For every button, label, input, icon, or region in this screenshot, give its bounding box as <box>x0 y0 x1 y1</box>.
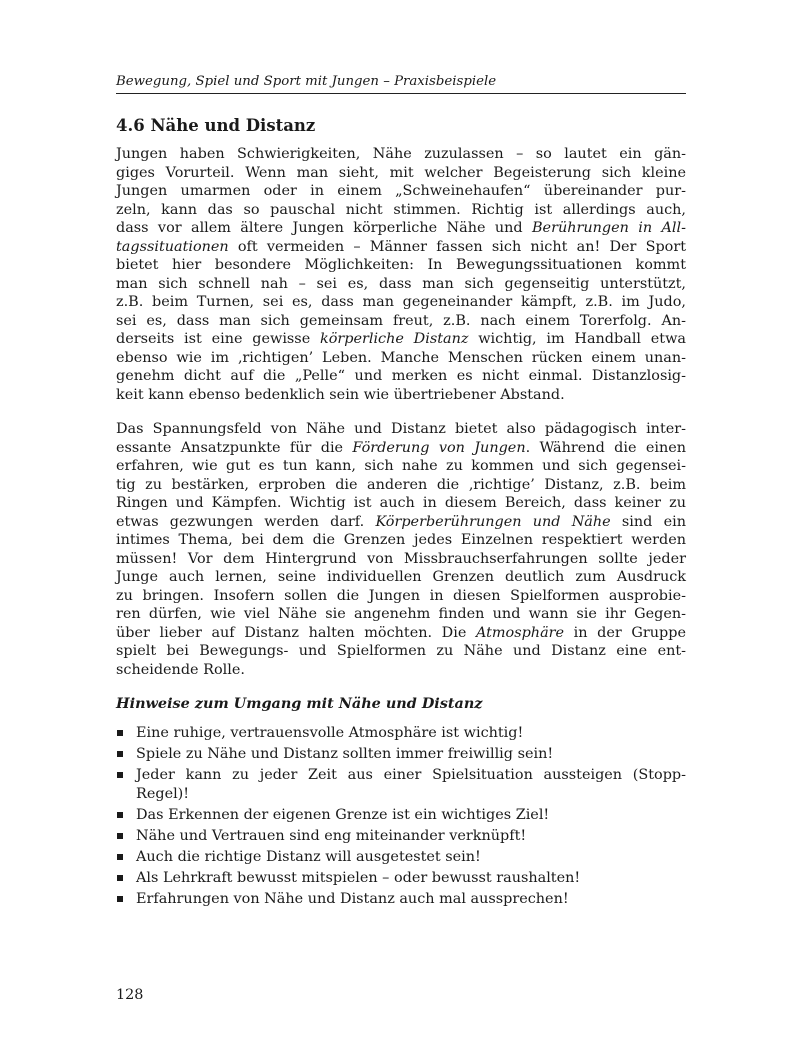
hints-list <box>116 724 686 911</box>
emphasis: Atmosphäre <box>475 624 565 641</box>
text-line: intimes Thema, bei dem die Grenzen jedes Einzelnen respektiert werden <box>116 532 686 548</box>
text-line: man sich schnell nah – sei es, dass man sich gegenseitig unterstützt, <box>116 275 686 292</box>
text-line: Ringen und Kämpfen. Wichtig ist auch in diesem Bereich, dass keiner zu <box>116 495 686 511</box>
text-line: etwas gezwungen werden darf. Körperberührungen und Nähe sind ein <box>116 513 686 530</box>
list-item: Auch die richtige Distanz will ausgetestet sein! <box>116 848 686 867</box>
list-item: Eine ruhige, vertrauensvolle Atmosphäre ist wichtig! <box>116 724 686 743</box>
list-item: Erfahrungen von Nähe und Distanz auch mal aussprechen! <box>116 890 686 909</box>
square-bullet-icon <box>117 896 123 902</box>
square-bullet-icon <box>117 812 123 818</box>
page-number: 128 <box>116 987 144 1003</box>
text-line: ren dürfen, wie viel Nähe sie angenehm finden und wann sie ihr Gegen- <box>116 606 686 622</box>
text-line: Jungen umarmen oder in einem „Schweinehaufen“ übereinander pur- <box>116 183 686 199</box>
text-line: spielt bei Bewegungs- und Spielformen zu Nähe und Distanz eine ent- <box>116 643 686 659</box>
running-head: Bewegung, Spiel und Sport mit Jungen – Praxisbeispiele <box>116 73 686 94</box>
text-line: giges Vorurteil. Wenn man sieht, mit welcher Begeisterung sich kleine <box>116 164 686 181</box>
text-line: derseits ist eine gewisse körperliche Distanz wichtig, im Handball etwa <box>116 331 686 347</box>
section-title: 4.6 Nähe und Distanz <box>116 116 316 135</box>
text-line: zeln, kann das so pauschal nicht stimmen. Richtig ist allerdings auch, <box>116 201 686 218</box>
paragraph-1 <box>116 145 686 404</box>
hints-heading: Hinweise zum Umgang mit Nähe und Distanz <box>116 695 483 712</box>
text-line: Das Spannungsfeld von Nähe und Distanz bietet also pädagogisch inter- <box>116 421 686 437</box>
square-bullet-icon <box>117 730 123 736</box>
paragraph-2 <box>116 420 686 679</box>
list-item: Das Erkennen der eigenen Grenze ist ein wichtiges Ziel! <box>116 806 686 825</box>
text-line: genehm dicht auf die „Pelle“ und merken es nicht einmal. Distanzlosig- <box>116 368 686 384</box>
list-item: Spiele zu Nähe und Distanz sollten immer freiwillig sein! <box>116 745 686 764</box>
square-bullet-icon <box>117 772 123 778</box>
emphasis: tagssituationen <box>116 238 229 255</box>
text-line: Jungen haben Schwierigkeiten, Nähe zuzulassen – so lautet ein gän- <box>116 146 686 162</box>
text-line: zu bringen. Insofern sollen die Jungen in diesen Spielformen ausprobie- <box>116 587 686 604</box>
text-line: essante Ansatzpunkte für die Förderung von Jungen. Während die einen <box>116 439 686 456</box>
text-line: tagssituationen oft vermeiden – Männer fassen sich nicht an! Der Sport <box>116 238 686 255</box>
text-line: keit kann ebenso bedenklich sein wie übertriebener Abstand. <box>116 386 565 403</box>
emphasis: Förderung von Jungen <box>352 439 526 456</box>
square-bullet-icon <box>117 854 123 860</box>
square-bullet-icon <box>117 833 123 839</box>
text-line: bietet hier besondere Möglichkeiten: In Bewegungssituationen kommt <box>116 257 686 273</box>
text-line: Junge auch lernen, seine individuellen Grenzen deutlich zum Ausdruck <box>116 569 686 585</box>
list-item: Als Lehrkraft bewusst mitspielen – oder bewusst raushalten! <box>116 869 686 888</box>
list-item: Nähe und Vertrauen sind eng miteinander verknüpft! <box>116 827 686 846</box>
text-line: sei es, dass man sich gemeinsam freut, z.B. nach einem Torerfolg. An- <box>116 312 686 329</box>
text-line: scheidende Rolle. <box>116 661 245 678</box>
emphasis: Berührungen in All- <box>531 220 686 236</box>
book-page <box>116 0 686 1060</box>
text-line: z.B. beim Turnen, sei es, dass man gegeneinander kämpft, z.B. im Judo, <box>116 294 686 310</box>
text-line: ebenso wie im ‚richtigen’ Leben. Manche Menschen rücken einem unan- <box>116 349 686 366</box>
list-item: Jeder kann zu jeder Zeit aus einer Spielsituation aussteigen (Stopp- Regel)! <box>116 766 686 803</box>
text-line: tig zu bestärken, erproben die anderen die ‚richtige’ Distanz, z.B. beim <box>116 476 686 493</box>
square-bullet-icon <box>117 751 123 757</box>
text-line: erfahren, wie gut es tun kann, sich nahe zu kommen und sich gegensei- <box>116 458 686 474</box>
emphasis: körperliche Distanz <box>319 331 469 347</box>
text-line: über lieber auf Distanz halten möchten. Die Atmosphäre in der Gruppe <box>116 624 686 641</box>
emphasis: Körperberührungen und Nähe <box>375 513 611 530</box>
square-bullet-icon <box>117 875 123 881</box>
text-line: dass vor allem ältere Jungen körperliche Nähe und Berührungen in All- <box>116 220 686 236</box>
text-line: müssen! Vor dem Hintergrund von Missbrauchserfahrungen sollte jeder <box>116 550 686 567</box>
